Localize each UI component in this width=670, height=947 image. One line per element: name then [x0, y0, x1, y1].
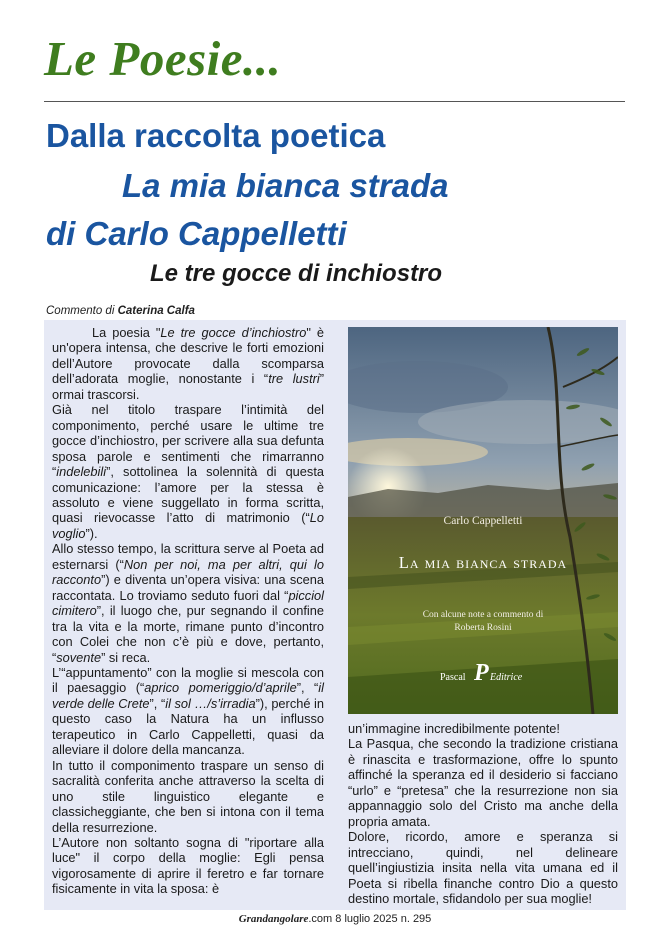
section-title: Le Poesie... [44, 31, 282, 86]
footer-issue: .com 8 luglio 2025 n. 295 [308, 913, 432, 925]
publisher-name-left: Pascal [440, 672, 466, 683]
cover-title: La mia bianca strada [398, 553, 568, 572]
paragraph-6: L’Autore non soltanto sogna di "riportare alla luce" il corpo della moglie: Egli pensa vigorosamente di aprire il feretro e far tornare fisicamente in vita la sposa: è [52, 834, 324, 897]
cover-note-line-2: Roberta Rosini [454, 623, 512, 633]
paragraph-2: Già nel titolo traspare l’intimità del componimento, perché usare le ultime tre gocce d’inchiostro, per scrivere alla sua defunta sposa parole e sentimenti che rimarranno “indelebili”, sottolinea la solennità di questa comunicazione: l’amore per la stessa è assoluto e viene suggellato in forma scritta, quasi rievocasse l’atto di matrimonio (“Lo voglio”). [52, 402, 324, 541]
paragraph-5: In tutto il componimento traspare un senso di sacralità conferita anche attraverso la scelta di uno stile linguistico elegante e classicheggiante, che ben si intona con il tema della resurrezione. [52, 757, 324, 835]
book-author: di Carlo Cappelletti [46, 215, 347, 252]
cover-author: Carlo Cappelletti [443, 515, 523, 527]
book-title: La mia bianca strada [122, 167, 449, 204]
article-right-column [348, 721, 618, 906]
footer-brand: Grandangolare [238, 913, 309, 925]
book-cover [348, 327, 618, 714]
paragraph-7: un’immagine incredibilmente potente! [348, 721, 560, 736]
comment-prefix: Commento di [46, 305, 118, 317]
paragraph-9: Dolore, ricordo, amore e speranza si intrecciano, quindi, nel delineare quell’ingiustizia insita nella vita umana ed il Poeta si ribella finanche contro Dio a questo destino mortale, sfidandolo per sua moglie! [348, 829, 618, 906]
paragraph-1: La poesia "Le tre gocce d’inchiostro" è un'opera intensa, che descrive le forti emozioni dell’Autore provocate dalla scomparsa dell’adorata moglie, nonostante i “tre lustri” ormai trascorsi. [52, 325, 324, 402]
paragraph-8: La Pasqua, che secondo la tradizione cristiana è rinascita e trasformazione, offre lo spunto affinché la speranza ed il desiderio si facciano “urlo” e “pretesa” che la resurrezione non sia appannaggio solo del Cristo ma anche della propria amata. [348, 736, 618, 829]
page-footer [0, 913, 670, 925]
poem-title: Le tre gocce di inchiostro [150, 260, 443, 287]
paragraph-4: L’“appuntamento” con la moglie si mescola con il paesaggio (“aprico pomeriggio/d’aprile”, “il verde delle Crete”, “il sol …/s’irradia”), perché in questo caso la Natura ha un influsso terapeutico in Carlo Cappelletti, quasi da alleviare il dolore della mancanza. [52, 664, 325, 758]
paragraph-3: Allo stesso tempo, la scrittura serve al Poeta ad esternarsi (“Non per noi, ma per altri, qui lo racconto”) e diventa un’opera visiva: una scena raccontata. Lo troviamo seduto fuori dal “picciol cimitero”, il luogo che, pur segnando il confine tra la vita e la morte, rimane punto d’incontro con Colei che non c’è più e dove, pertanto, “sovente” si reca. [52, 541, 324, 665]
comment-author: Caterina Calfa [117, 305, 195, 317]
cover-note-line-1: Con alcune note a commento di [422, 610, 544, 620]
comment-byline [46, 305, 195, 317]
publisher-name-right: Editrice [490, 672, 523, 683]
header-divider [44, 101, 625, 102]
collection-heading: Dalla raccolta poetica [46, 117, 386, 154]
publisher-logo: P [474, 660, 489, 686]
article-left-column [52, 325, 324, 897]
